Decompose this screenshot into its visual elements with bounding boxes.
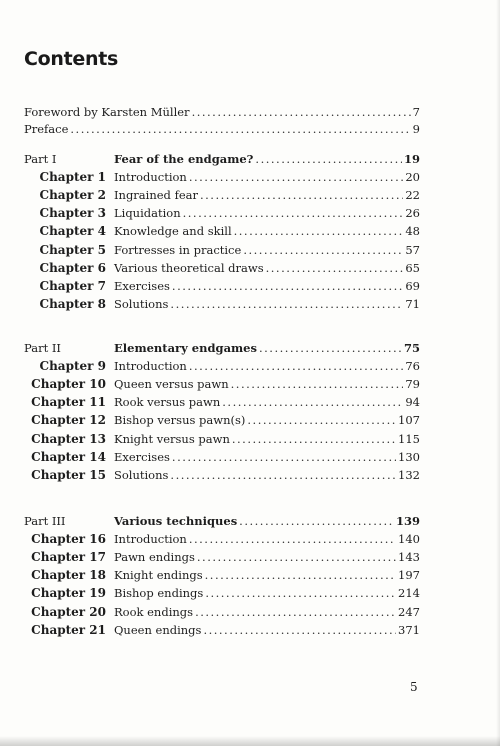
entry-title: Introduction — [114, 359, 187, 373]
chapter-entry — [24, 567, 420, 584]
entry-label: Chapter 3 — [39, 206, 106, 220]
chapter-entry — [24, 296, 420, 313]
entry-title: Pawn endings — [114, 550, 195, 564]
entry-page: 76 — [405, 359, 420, 373]
entry-title: Fortresses in practice — [114, 243, 242, 257]
dot-leader — [255, 151, 402, 168]
entry-page: 20 — [405, 170, 420, 184]
entry-label: Chapter 1 — [39, 170, 106, 184]
dot-leader — [200, 187, 403, 204]
chapter-entry — [24, 223, 420, 240]
entry-label: Chapter 11 — [31, 395, 106, 409]
entry-title: Queen versus pawn — [114, 377, 229, 391]
entry-page: 140 — [398, 532, 420, 546]
entry-page: 69 — [405, 279, 420, 293]
entry-title: Foreword by Karsten Müller — [24, 105, 190, 119]
entry-label: Chapter 2 — [39, 188, 106, 202]
chapter-entry — [24, 531, 420, 548]
entry-page: 75 — [403, 341, 420, 355]
entry-page: 57 — [405, 243, 420, 257]
entry-title: Queen endings — [114, 623, 202, 637]
chapter-entry — [24, 187, 420, 204]
entry-title: Liquidation — [114, 206, 181, 220]
entry-page: 143 — [398, 550, 420, 564]
entry-label: Chapter 8 — [39, 297, 106, 311]
chapter-entry — [24, 394, 420, 411]
entry-page: 247 — [398, 605, 420, 619]
entry-label: Chapter 6 — [39, 261, 106, 275]
dot-leader — [70, 121, 410, 138]
dot-leader — [197, 549, 396, 566]
entry-title: Various techniques — [114, 514, 238, 528]
dot-leader — [203, 622, 396, 639]
chapter-entry — [24, 449, 420, 466]
part-entry — [24, 340, 420, 357]
entry-title: Fear of the endgame? — [114, 152, 254, 166]
entry-label: Chapter 10 — [31, 377, 106, 391]
entry-title: Elementary endgames — [114, 341, 257, 355]
dot-leader — [192, 104, 411, 121]
entry-page: 65 — [405, 261, 420, 275]
entry-page: 9 — [412, 122, 420, 136]
dot-leader — [189, 531, 396, 548]
entry-title: Preface — [24, 122, 69, 136]
entry-title: Knight versus pawn — [114, 432, 230, 446]
entry-page: 19 — [403, 152, 420, 166]
entry-title: Bishop endings — [114, 586, 204, 600]
page-title: Contents — [24, 48, 119, 70]
entry-label: Part III — [24, 514, 66, 528]
part-entry — [24, 151, 420, 168]
entry-label: Chapter 21 — [31, 623, 106, 637]
entry-page: 71 — [405, 297, 420, 311]
entry-page: 214 — [398, 586, 420, 600]
dot-leader — [243, 242, 403, 259]
entry-title: Introduction — [114, 170, 187, 184]
dot-leader — [247, 412, 396, 429]
part-entry — [24, 513, 420, 530]
entry-label: Chapter 18 — [31, 568, 106, 582]
front-matter-entry — [24, 104, 420, 121]
dot-leader — [266, 260, 404, 277]
entry-label: Chapter 4 — [39, 224, 106, 238]
entry-label: Chapter 12 — [31, 413, 106, 427]
entry-title: Exercises — [114, 279, 170, 293]
dot-leader — [195, 604, 396, 621]
entry-page: 132 — [398, 468, 420, 482]
entry-page: 197 — [398, 568, 420, 582]
chapter-entry — [24, 242, 420, 259]
entry-label: Chapter 17 — [31, 550, 106, 564]
entry-page: 79 — [405, 377, 420, 391]
chapter-entry — [24, 604, 420, 621]
dot-leader — [232, 431, 396, 448]
dot-leader — [172, 278, 403, 295]
dot-leader — [205, 585, 396, 602]
chapter-entry — [24, 622, 420, 639]
entry-label: Chapter 9 — [39, 359, 106, 373]
chapter-entry — [24, 585, 420, 602]
dot-leader — [183, 205, 404, 222]
entry-page: 371 — [398, 623, 420, 637]
entry-title: Bishop versus pawn(s) — [114, 413, 246, 427]
chapter-entry — [24, 549, 420, 566]
entry-label: Chapter 20 — [31, 605, 106, 619]
entry-label: Chapter 13 — [31, 432, 106, 446]
entry-title: Rook versus pawn — [114, 395, 221, 409]
scan-edge — [496, 0, 500, 746]
entry-page: 7 — [412, 105, 420, 119]
dot-leader — [170, 296, 403, 313]
entry-title: Rook endings — [114, 605, 194, 619]
entry-label: Chapter 5 — [39, 243, 106, 257]
scan-shadow — [0, 736, 500, 746]
chapter-entry — [24, 412, 420, 429]
entry-page: 115 — [398, 432, 420, 446]
front-matter-entry — [24, 121, 420, 138]
entry-label: Chapter 19 — [31, 586, 106, 600]
dot-leader — [189, 358, 404, 375]
entry-page: 107 — [398, 413, 420, 427]
dot-leader — [231, 376, 404, 393]
dot-leader — [234, 223, 404, 240]
chapter-entry — [24, 467, 420, 484]
entry-page: 22 — [405, 188, 420, 202]
entry-page: 26 — [405, 206, 420, 220]
chapter-entry — [24, 205, 420, 222]
entry-page: 139 — [395, 514, 420, 528]
entry-label: Part I — [24, 152, 57, 166]
dot-leader — [239, 513, 394, 530]
chapter-entry — [24, 358, 420, 375]
entry-title: Knight endings — [114, 568, 203, 582]
dot-leader — [170, 467, 396, 484]
entry-title: Knowledge and skill — [114, 224, 232, 238]
entry-page: 130 — [398, 450, 420, 464]
entry-title: Solutions — [114, 297, 169, 311]
entry-title: Solutions — [114, 468, 169, 482]
entry-label: Chapter 15 — [31, 468, 106, 482]
dot-leader — [259, 340, 402, 357]
entry-page: 94 — [405, 395, 420, 409]
entry-label: Chapter 7 — [39, 279, 106, 293]
page-number: 5 — [410, 680, 418, 694]
chapter-entry — [24, 260, 420, 277]
entry-label: Chapter 16 — [31, 532, 106, 546]
dot-leader — [189, 169, 404, 186]
entry-page: 48 — [405, 224, 420, 238]
entry-label: Part II — [24, 341, 61, 355]
chapter-entry — [24, 376, 420, 393]
chapter-entry — [24, 169, 420, 186]
entry-label: Chapter 14 — [31, 450, 106, 464]
dot-leader — [222, 394, 403, 411]
entry-title: Exercises — [114, 450, 170, 464]
dot-leader — [205, 567, 396, 584]
dot-leader — [172, 449, 396, 466]
chapter-entry — [24, 431, 420, 448]
chapter-entry — [24, 278, 420, 295]
entry-title: Ingrained fear — [114, 188, 198, 202]
entry-title: Introduction — [114, 532, 187, 546]
entry-title: Various theoretical draws — [114, 261, 264, 275]
